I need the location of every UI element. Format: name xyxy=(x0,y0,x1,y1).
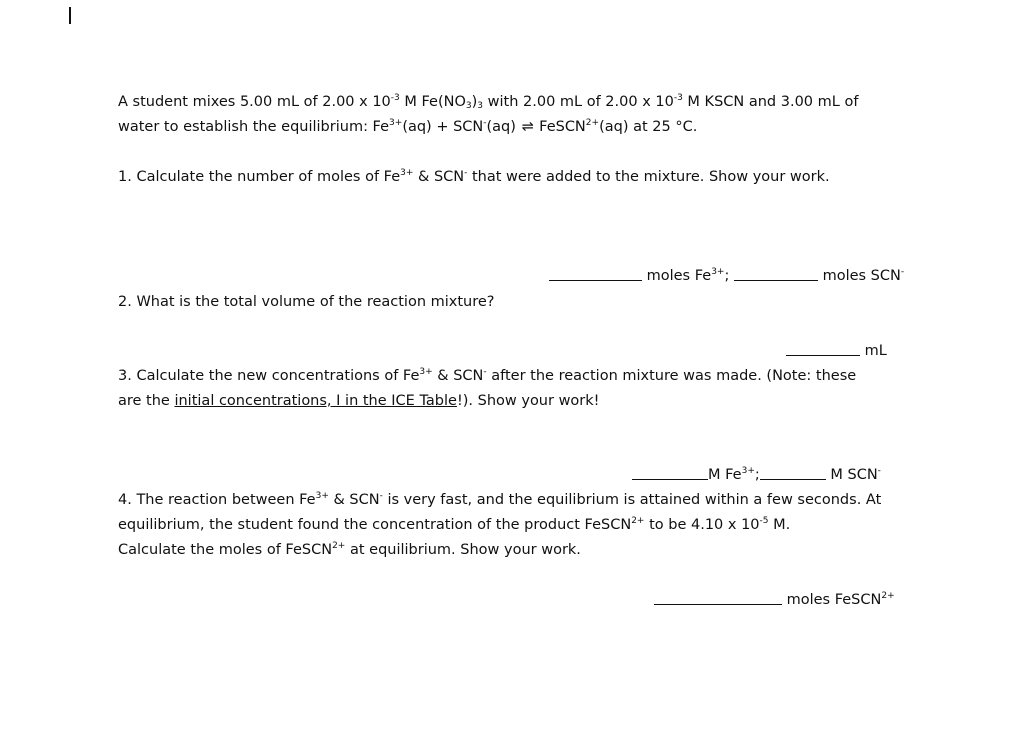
charge: 3+ xyxy=(389,118,403,128)
charge: 2+ xyxy=(585,118,600,128)
question-2 xyxy=(118,292,495,312)
q4-answer-line xyxy=(654,590,895,610)
exponent: -3 xyxy=(390,93,400,103)
answer-blank-moles-fe[interactable] xyxy=(549,266,642,281)
question-text: & SCN xyxy=(413,169,465,185)
intro-text: (aq) at 25 °C. xyxy=(599,119,698,135)
answer-separator: ; xyxy=(754,467,760,483)
intro-text: (aq) xyxy=(486,119,521,135)
question-text: 4. The reaction between Fe xyxy=(118,492,316,508)
equilibrium-arrow-icon: ⇌ xyxy=(521,119,534,135)
exponent: -3 xyxy=(673,93,683,103)
answer-unit: moles SCN xyxy=(822,268,901,284)
charge: 3+ xyxy=(711,267,725,277)
intro-text: FeSCN xyxy=(534,119,586,135)
question-4-line-3 xyxy=(118,540,581,560)
question-text: equilibrium, the student found the concentration of the product FeSCN xyxy=(118,517,632,533)
answer-unit: M SCN xyxy=(830,467,878,483)
answer-blank-moles-fescn[interactable] xyxy=(654,590,782,605)
intro-text: (aq) + SCN xyxy=(402,119,484,135)
charge: 2+ xyxy=(631,516,645,526)
question-text: 3. Calculate the new concentrations of Fe xyxy=(118,368,420,384)
charge: - xyxy=(877,466,881,476)
answer-blank-conc-fe[interactable] xyxy=(632,465,708,480)
charge: - xyxy=(900,267,905,277)
question-3-line-1 xyxy=(118,366,856,386)
answer-unit: moles Fe xyxy=(646,268,712,284)
charge: - xyxy=(483,118,487,128)
intro-text: A student mixes 5.00 mL of 2.00 x 10 xyxy=(118,94,391,110)
intro-text: M KSCN and 3.00 mL of xyxy=(682,94,859,110)
question-text: to be 4.10 x 10 xyxy=(644,517,760,533)
question-text: 1. Calculate the number of moles of Fe xyxy=(118,169,401,185)
intro-line-2 xyxy=(118,117,697,137)
charge: - xyxy=(379,491,383,501)
question-text: & SCN xyxy=(432,368,484,384)
question-text: Calculate the moles of FeSCN xyxy=(118,542,333,558)
intro-text: water to establish the equilibrium: Fe xyxy=(118,119,390,135)
question-text: that were added to the mixture. Show your work. xyxy=(467,169,830,185)
q1-answer-line xyxy=(549,266,904,286)
question-text: after the reaction mixture was made. (Note: these xyxy=(486,368,857,384)
q2-answer-line xyxy=(786,341,887,361)
intro-line-1 xyxy=(118,92,858,112)
question-text: at equilibrium. Show your work. xyxy=(345,542,581,558)
intro-text: with 2.00 mL of 2.00 x 10 xyxy=(483,94,674,110)
question-3-line-2 xyxy=(118,391,599,411)
charge: - xyxy=(464,168,468,178)
charge: 3+ xyxy=(400,168,414,178)
charge: 3+ xyxy=(419,367,433,377)
question-text: !). Show your work! xyxy=(456,393,600,409)
question-text: M. xyxy=(768,517,791,533)
text-cursor xyxy=(69,7,71,24)
question-text: is very fast, and the equilibrium is attained within a few seconds. At xyxy=(382,492,882,508)
answer-separator: ; xyxy=(724,268,730,284)
answer-blank-moles-scn[interactable] xyxy=(734,266,818,281)
answer-unit: moles FeSCN xyxy=(786,592,882,608)
answer-blank-conc-scn[interactable] xyxy=(760,465,826,480)
charge: 2+ xyxy=(881,591,895,601)
ice-table-note: initial concentrations, I in the ICE Table xyxy=(174,393,457,409)
q3-answer-line xyxy=(632,465,881,485)
subscript: 3 xyxy=(477,101,484,111)
charge: - xyxy=(483,367,487,377)
subscript: 3 xyxy=(465,101,472,111)
question-text: 2. What is the total volume of the reaction mixture? xyxy=(118,294,495,310)
answer-unit: M Fe xyxy=(708,467,742,483)
intro-text: M Fe(NO xyxy=(399,94,466,110)
charge: 3+ xyxy=(315,491,329,501)
question-4-line-1 xyxy=(118,490,881,510)
question-text: & SCN xyxy=(328,492,380,508)
question-4-line-2 xyxy=(118,515,790,535)
question-1 xyxy=(118,167,830,187)
answer-unit: mL xyxy=(864,343,887,359)
intro-text: ) xyxy=(471,94,478,110)
answer-blank-volume[interactable] xyxy=(786,341,860,356)
charge: 2+ xyxy=(332,541,346,551)
question-text: are the xyxy=(118,393,175,409)
exponent: -5 xyxy=(759,516,769,526)
charge: 3+ xyxy=(741,466,755,476)
